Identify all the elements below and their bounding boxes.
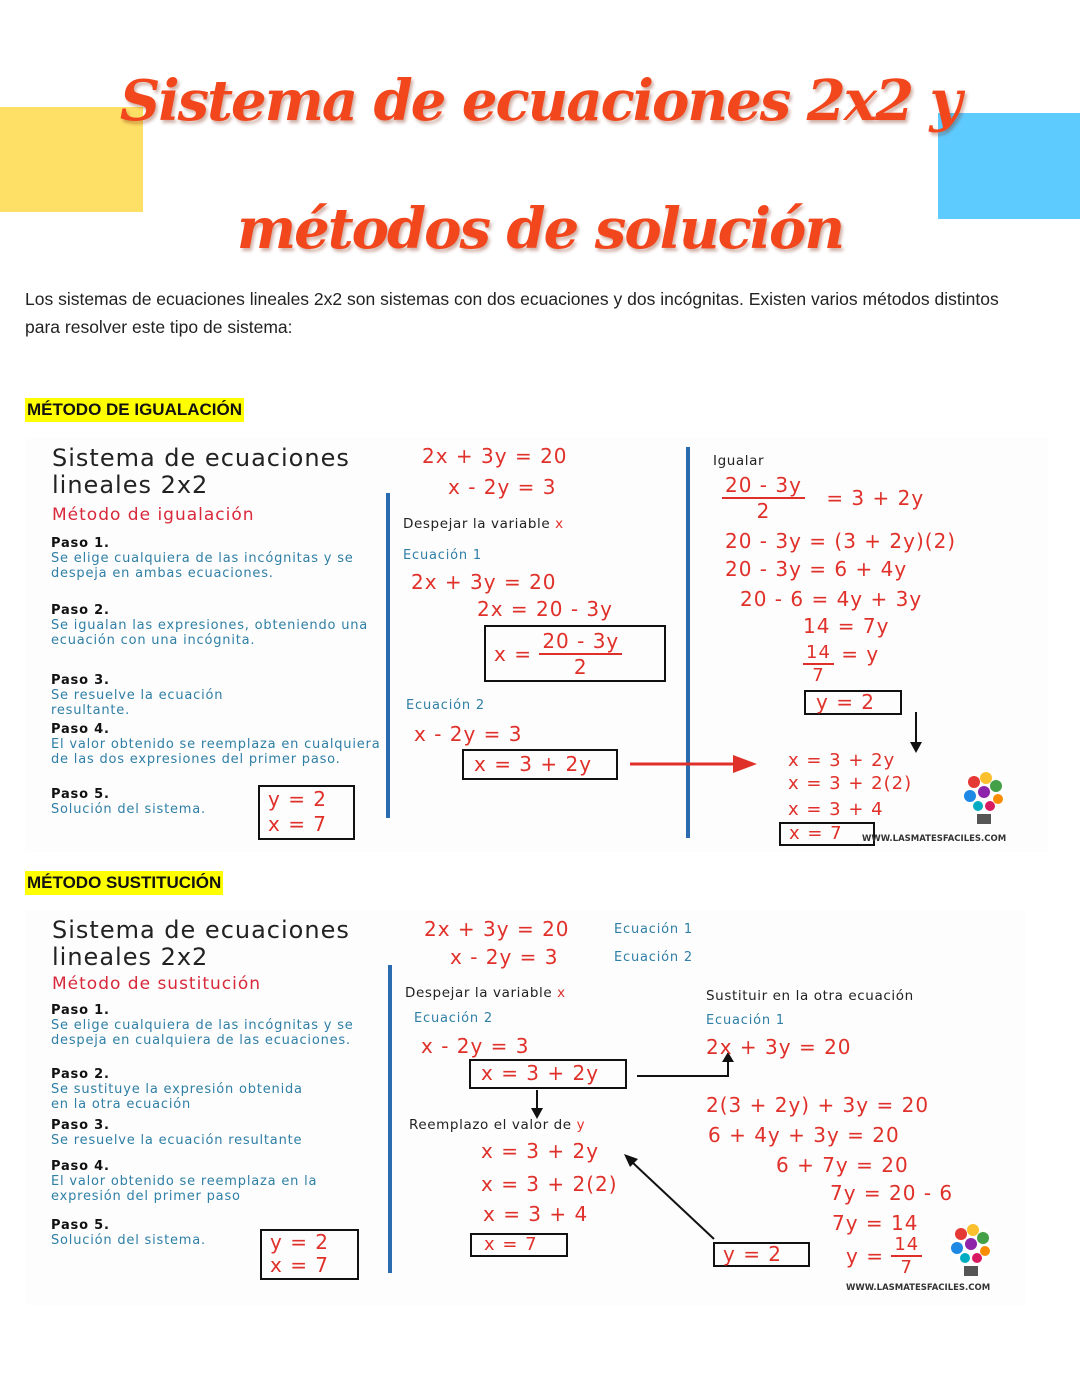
solve-line: 20 - 3y = (3 + 2y)(2) [725, 529, 957, 553]
section-heading-igualacion: MÉTODO DE IGUALACIÓN [25, 398, 244, 422]
lightbulb-logo-icon [943, 1220, 999, 1280]
ec1-line: 2x + 3y = 20 [706, 1035, 852, 1059]
intro-paragraph: Los sistemas de ecuaciones lineales 2x2 son sistemas con dos ecuaciones y dos incógnitas. Existen varios métodos distintos para resolver este tipo de sistema: [25, 289, 999, 337]
step-4: Paso 4. El valor obtenido se reemplaza en la expresión del primer paso [51, 1159, 318, 1204]
ec1-label: Ecuación 1 [403, 548, 482, 563]
y-fraction: $\frac{14}{7}$ = y [803, 642, 879, 686]
solution-box [260, 1229, 359, 1280]
x-step: x = 3 + 4 [483, 1202, 589, 1226]
system-eq-1: 2x + 3y = 20 [422, 444, 568, 468]
solution-box [258, 785, 355, 840]
page-title-line-1: Sistema de ecuaciones 2x2 y [119, 68, 961, 134]
down-arrow-icon [528, 1090, 546, 1120]
system-eq-2: x - 2y = 3 [448, 475, 557, 499]
y-step: 7y = 14 [832, 1211, 919, 1235]
ec2-line: x - 2y = 3 [414, 722, 523, 746]
x-step: x = 3 + 2y [788, 750, 896, 771]
reemplazo-label: Reemplazo el valor de y [409, 1117, 586, 1133]
ec1-label: Ecuación 1 [706, 1013, 785, 1028]
system-label-2: Ecuación 2 [614, 950, 693, 965]
figure-title: Sistema de ecuaciones lineales 2x2 [52, 916, 350, 971]
ec2-label: Ecuación 2 [406, 698, 485, 713]
y-step: 7y = 20 - 6 [830, 1181, 954, 1205]
step-1: Paso 1. Se elige cualquiera de las incógnitas y se despeja en cualquiera de las ecuaciones. [51, 1003, 354, 1048]
step-4: Paso 4. El valor obtenido se reemplaza en cualquiera de las dos expresiones del primer paso. [51, 722, 381, 767]
despejar-label: Despejar la variable x [403, 516, 564, 532]
y-step: 6 + 7y = 20 [776, 1153, 909, 1177]
figure-title: Sistema de ecuaciones lineales 2x2 [52, 444, 350, 499]
page-title-line-2: métodos de solución [236, 196, 844, 262]
y-result-box: y = 2 [713, 1242, 810, 1267]
ec1-result-box: x = $\frac{20 - 3y}{2}$ [484, 625, 666, 682]
x-result-box: x = 7 [470, 1233, 568, 1257]
y-step: 2(3 + 2y) + 3y = 20 [706, 1093, 930, 1117]
solve-line: 20 - 3y = 6 + 4y [725, 557, 908, 581]
ec1-line: 2x = 20 - 3y [477, 597, 613, 621]
step-1: Paso 1. Se elige cualquiera de las incógnitas y se despeja en ambas ecuaciones. [51, 536, 354, 581]
x-step: x = 3 + 4 [788, 799, 884, 820]
ec2-label: Ecuación 2 [414, 1011, 493, 1026]
solution-x: x = 7 [268, 812, 328, 836]
step-2: Paso 2. Se sustituye la expresión obtenida en la otra ecuación [51, 1067, 303, 1112]
lightbulb-logo-icon [956, 768, 1012, 828]
method-title: Método de igualación [52, 505, 255, 525]
solution-x: x = 7 [270, 1253, 330, 1277]
y-step: 6 + 4y + 3y = 20 [708, 1123, 900, 1147]
step-5: Paso 5. Solución del sistema. [51, 1218, 206, 1248]
system-eq-1: 2x + 3y = 20 [424, 917, 570, 941]
right-arrow-icon [625, 752, 760, 776]
y-result-box: y = 2 [804, 690, 902, 715]
solution-y: y = 2 [270, 1230, 330, 1254]
sustituir-label: Sustituir en la otra ecuación [706, 988, 914, 1004]
step-3: Paso 3. Se resuelve la ecuación resultante [51, 1118, 303, 1148]
igualar-label: Igualar [713, 453, 765, 469]
step-5: Paso 5. Solución del sistema. [51, 787, 206, 817]
divider-line [386, 493, 390, 818]
x-result-box: x = 7 [779, 822, 875, 846]
source-url: WWW.LASMATESFACILES.COM [846, 1283, 991, 1293]
method-title: Método de sustitución [52, 974, 262, 994]
y-fraction: y = $\frac{14}{7}$ [846, 1234, 922, 1278]
x-step: x = 3 + 2(2) [788, 773, 913, 794]
x-step: x = 3 + 2(2) [481, 1172, 618, 1196]
solution-y: y = 2 [268, 787, 328, 811]
ec1-line: 2x + 3y = 20 [411, 570, 557, 594]
system-eq-2: x - 2y = 3 [450, 945, 559, 969]
igualar-equation: $\frac{20 - 3y}{2}$ = 3 + 2y [722, 473, 924, 523]
step-3: Paso 3. Se resuelve la ecuación resultante. [51, 673, 224, 718]
step-2: Paso 2. Se igualan las expresiones, obteniendo una ecuación con una incógnita. [51, 603, 369, 648]
solve-line: 20 - 6 = 4y + 3y [740, 587, 923, 611]
x-step: x = 3 + 2y [481, 1139, 600, 1163]
diagonal-arrow-icon [622, 1152, 717, 1242]
divider-line [388, 965, 392, 1273]
source-url: WWW.LASMATESFACILES.COM [862, 834, 1007, 844]
ec2-result-box: x = 3 + 2y [462, 749, 618, 780]
section-heading-sustitucion: MÉTODO SUSTITUCIÓN [25, 871, 223, 895]
divider-line [686, 447, 690, 838]
down-arrow-icon [907, 712, 925, 754]
despejar-label: Despejar la variable x [405, 985, 566, 1001]
solve-line: 14 = 7y [803, 614, 890, 638]
ec2-line: x - 2y = 3 [421, 1034, 530, 1058]
ec2-result-box: x = 3 + 2y [469, 1059, 627, 1089]
system-label-1: Ecuación 1 [614, 922, 693, 937]
